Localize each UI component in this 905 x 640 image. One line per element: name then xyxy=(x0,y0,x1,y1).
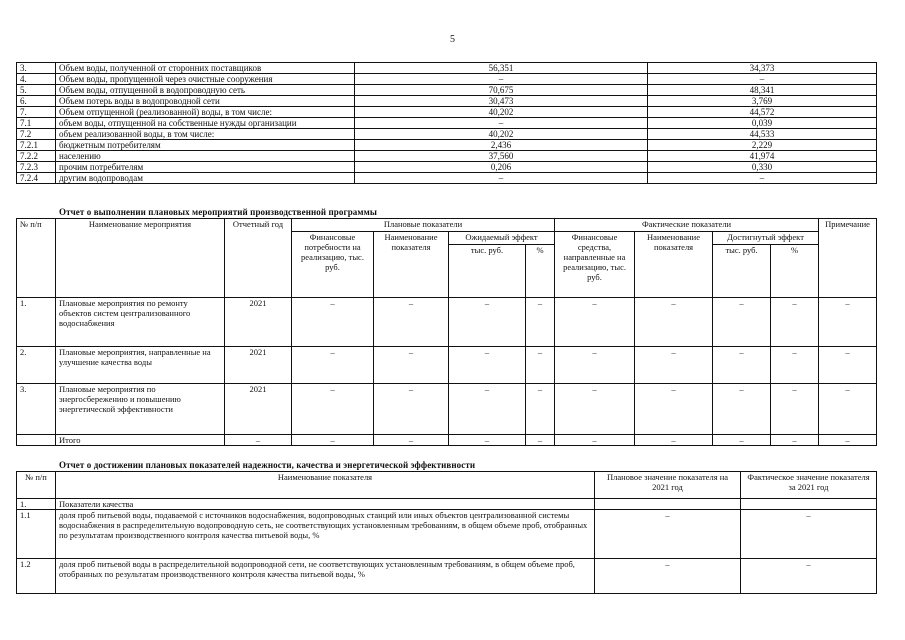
header-fact-rub: тыс. руб. xyxy=(713,245,771,298)
fact-value: – xyxy=(741,559,877,594)
row-number: 5. xyxy=(17,85,56,96)
value-fact: 41,974 xyxy=(648,151,877,162)
row-name: объем воды, отпущенной на собственные нужды организации xyxy=(56,118,355,129)
dash-cell: – xyxy=(292,347,374,384)
value-plan: 2,436 xyxy=(355,140,648,151)
header-plan-indicator: Наименование показателя xyxy=(374,232,449,298)
activity-name: Плановые мероприятия по энергосбережению и повышению энергетической эффективности xyxy=(56,384,225,435)
header-plan-pct: % xyxy=(526,245,555,298)
dash-cell: – xyxy=(771,347,819,384)
header-report-year: Отчетный год xyxy=(225,219,292,298)
page-number: 5 xyxy=(450,34,455,45)
row-number: 7. xyxy=(17,107,56,118)
table-row xyxy=(17,347,877,384)
activity-name: Плановые мероприятия, направленные на улучшение качества воды xyxy=(56,347,225,384)
dash-cell: – xyxy=(771,298,819,347)
value-fact: 0,039 xyxy=(648,118,877,129)
indicators-header-num: № п/п xyxy=(17,472,56,499)
value-plan: 40,202 xyxy=(355,129,648,140)
value-fact: 48,341 xyxy=(648,85,877,96)
value-plan: 0,206 xyxy=(355,162,648,173)
row-name: населению xyxy=(56,151,355,162)
table-row xyxy=(17,510,877,559)
dash-cell: – xyxy=(449,347,526,384)
dash-cell: – xyxy=(635,347,713,384)
value-plan: – xyxy=(355,74,648,85)
dash-cell: – xyxy=(292,298,374,347)
value-fact: 44,533 xyxy=(648,129,877,140)
row-number: 3. xyxy=(17,63,56,74)
plan-value: – xyxy=(595,510,741,559)
total-row xyxy=(17,435,877,446)
dash-cell: – xyxy=(374,384,449,435)
indicator-name: Показатели качества xyxy=(56,499,595,510)
header-plan-effect: Ожидаемый эффект xyxy=(449,232,555,245)
header-fact-pct: % xyxy=(771,245,819,298)
table-row xyxy=(17,129,877,140)
header-fact-finance: Финансовые средства, направленные на реализацию, тыс. руб. xyxy=(555,232,635,298)
row-number: 7.2.2 xyxy=(17,151,56,162)
header-row-1 xyxy=(17,219,877,232)
table-row xyxy=(17,298,877,347)
row-name: Объем воды, полученной от сторонних поставщиков xyxy=(56,63,355,74)
dash-cell: – xyxy=(635,435,713,446)
row-name: Объем воды, отпущенной в водопроводную сеть xyxy=(56,85,355,96)
dash-cell: – xyxy=(526,384,555,435)
dash-cell: – xyxy=(635,298,713,347)
total-label: Итого xyxy=(56,435,225,446)
indicators-title: Отчет о достижении плановых показателей надежности, качества и энергетической эффективности xyxy=(59,460,476,470)
header-fact-indicator: Наименование показателя xyxy=(635,232,713,298)
dash-cell: – xyxy=(713,384,771,435)
dash-cell: – xyxy=(374,435,449,446)
indicator-name: доля проб питьевой воды в распределительной водопроводной сети, не соответствующих установленным требованиям, в общем объеме проб, отобранных по результатам производственного контроля качества питьевой воды, % xyxy=(56,559,595,594)
header-fact-effect: Достигнутый эффект xyxy=(713,232,819,245)
row-name: другим водопроводам xyxy=(56,173,355,184)
indicators-header-name: Наименование показателя xyxy=(56,472,595,499)
dash-cell: – xyxy=(713,347,771,384)
table-row xyxy=(17,151,877,162)
dash-cell: – xyxy=(771,435,819,446)
dash-cell: – xyxy=(555,435,635,446)
table-row xyxy=(17,384,877,435)
indicators-header-row xyxy=(17,472,877,499)
table-row xyxy=(17,107,877,118)
dash-cell: – xyxy=(292,384,374,435)
table-row xyxy=(17,96,877,107)
row-name: прочим потребителям xyxy=(56,162,355,173)
dash-cell: – xyxy=(771,384,819,435)
header-num: № п/п xyxy=(17,219,56,298)
report-year: 2021 xyxy=(225,347,292,384)
dash-cell: – xyxy=(713,298,771,347)
dash-cell: – xyxy=(526,347,555,384)
value-plan: 40,202 xyxy=(355,107,648,118)
header-activity-name: Наименование мероприятия xyxy=(56,219,225,298)
indicators-header-fact: Фактическое значение показателя за 2021 год xyxy=(741,472,877,499)
row-name: бюджетным потребителям xyxy=(56,140,355,151)
row-number: 3. xyxy=(17,384,56,435)
header-plan-rub: тыс. руб. xyxy=(449,245,526,298)
dash-cell: – xyxy=(555,298,635,347)
row-number: 1.2 xyxy=(17,559,56,594)
value-fact: – xyxy=(648,173,877,184)
row-name: Объем потерь воды в водопроводной сети xyxy=(56,96,355,107)
value-fact: 0,330 xyxy=(648,162,877,173)
row-number: 1. xyxy=(17,298,56,347)
dash-cell: – xyxy=(635,384,713,435)
row-number: 4. xyxy=(17,74,56,85)
indicators-table xyxy=(16,471,877,594)
row-name: объем реализованной воды, в том числе: xyxy=(56,129,355,140)
activity-name: Плановые мероприятия по ремонту объектов систем централизованного водоснабжения xyxy=(56,298,225,347)
header-plan: Плановые показатели xyxy=(292,219,555,232)
plan-value xyxy=(595,499,741,510)
value-fact: 2,229 xyxy=(648,140,877,151)
indicator-name: доля проб питьевой воды, подаваемой с источников водоснабжения, водопроводных станций или иных объектов централизованной системы водоснабжения в распределительную водопроводную сеть, не соответствующих установленным требованиям, в общем объеме проб, отобранных по результатам производственного контроля качества питьевой воды, % xyxy=(56,510,595,559)
header-fact: Фактические показатели xyxy=(555,219,819,232)
value-fact: 44,572 xyxy=(648,107,877,118)
dash-cell: – xyxy=(526,435,555,446)
dash-cell: – xyxy=(819,435,877,446)
row-number: 1.1 xyxy=(17,510,56,559)
dash-cell: – xyxy=(713,435,771,446)
row-number: 1. xyxy=(17,499,56,510)
indicators-header-plan: Плановое значение показателя на 2021 год xyxy=(595,472,741,499)
value-plan: 70,675 xyxy=(355,85,648,96)
row-number: 7.2.3 xyxy=(17,162,56,173)
table-row xyxy=(17,559,877,594)
table-row xyxy=(17,140,877,151)
row-name: Объем воды, пропущенной через очистные сооружения xyxy=(56,74,355,85)
value-plan: – xyxy=(355,173,648,184)
fact-value: – xyxy=(741,510,877,559)
note-cell: – xyxy=(819,347,877,384)
row-name: Объем отпущенной (реализованной) воды, в том числе: xyxy=(56,107,355,118)
dash-cell: – xyxy=(449,435,526,446)
dash-cell: – xyxy=(526,298,555,347)
row-number: 7.1 xyxy=(17,118,56,129)
program-activities-table xyxy=(16,218,877,446)
plan-value: – xyxy=(595,559,741,594)
row-number: 6. xyxy=(17,96,56,107)
row-number: 7.2.4 xyxy=(17,173,56,184)
value-plan: – xyxy=(355,118,648,129)
total-number xyxy=(17,435,56,446)
dash-cell: – xyxy=(555,347,635,384)
dash-cell: – xyxy=(225,435,292,446)
fact-value xyxy=(741,499,877,510)
table-row xyxy=(17,85,877,96)
header-plan-finance: Финансовые потребности на реализацию, тыс. руб. xyxy=(292,232,374,298)
table-row xyxy=(17,118,877,129)
dash-cell: – xyxy=(449,384,526,435)
value-plan: 37,560 xyxy=(355,151,648,162)
row-number: 7.2.1 xyxy=(17,140,56,151)
value-fact: 3,769 xyxy=(648,96,877,107)
value-fact: – xyxy=(648,74,877,85)
row-number: 7.2 xyxy=(17,129,56,140)
dash-cell: – xyxy=(449,298,526,347)
dash-cell: – xyxy=(374,347,449,384)
dash-cell: – xyxy=(374,298,449,347)
note-cell: – xyxy=(819,298,877,347)
value-plan: 30,473 xyxy=(355,96,648,107)
header-note: Примечание xyxy=(819,219,877,298)
note-cell: – xyxy=(819,384,877,435)
program-activities-title: Отчет о выполнении плановых мероприятий производственной программы xyxy=(59,207,377,217)
dash-cell: – xyxy=(292,435,374,446)
report-year: 2021 xyxy=(225,298,292,347)
value-fact: 34,373 xyxy=(648,63,877,74)
dash-cell: – xyxy=(555,384,635,435)
table-row xyxy=(17,162,877,173)
water-volume-table xyxy=(16,62,877,184)
table-row xyxy=(17,499,877,510)
report-year: 2021 xyxy=(225,384,292,435)
table-row xyxy=(17,74,877,85)
table-row xyxy=(17,173,877,184)
table-row xyxy=(17,63,877,74)
row-number: 2. xyxy=(17,347,56,384)
value-plan: 56,351 xyxy=(355,63,648,74)
